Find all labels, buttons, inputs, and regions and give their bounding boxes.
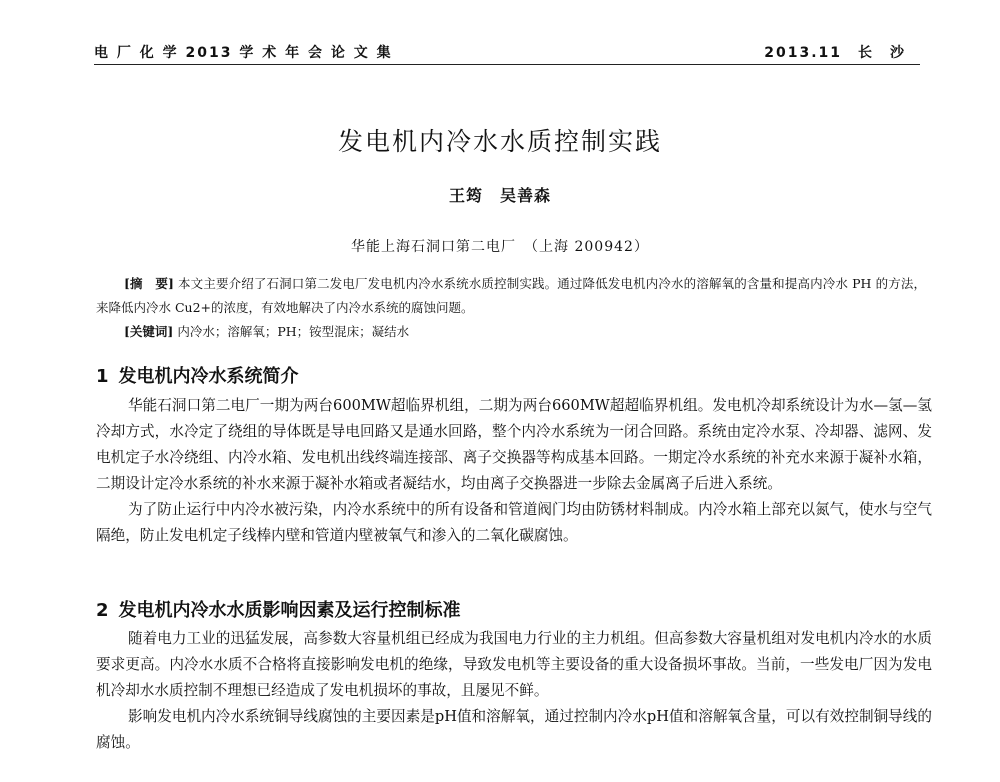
- abstract-paragraph: [96, 272, 926, 320]
- paper-title: 发电机内冷水水质控制实践: [337, 127, 662, 156]
- body-paragraph: 影响发电机内冷水系统铜导线腐蚀的主要因素是pH值和溶解氧，通过控制内冷水pH值和溶解氧含量，可以有效控制铜导线的腐蚀。: [96, 708, 932, 751]
- body-paragraph: 随着电力工业的迅猛发展，高参数大容量机组已经成为我国电力行业的主力机组。但高参数大容量机组对发电机内冷水的水质要求更高。内冷水水质不合格将直接影响发电机的绝缘，导致发电机等主要设备的重大设备损坏事故。当前，一些发电厂因为发电机冷却水水质控制不理想已经造成了发电机损坏的事故，且屡见不鲜。: [96, 630, 932, 699]
- section-number: 1: [96, 366, 109, 387]
- section-body-1: [96, 393, 932, 549]
- running-header: [94, 42, 920, 65]
- paper-affiliation: 华能上海石洞口第二电厂 （上海 200942）: [351, 239, 649, 255]
- keywords-text: 内冷水；溶解氧；PH；铵型混床；凝结水: [177, 324, 410, 339]
- keywords-paragraph: [96, 320, 926, 344]
- paper-authors: 王筠 吴善森: [448, 186, 551, 205]
- keywords-label: [关键词]: [124, 324, 174, 339]
- section-heading-2: [96, 596, 926, 622]
- section-title: 发电机内冷水水质影响因素及运行控制标准: [118, 600, 461, 621]
- header-proceedings-title: 电 厂 化 学 2013 学 术 年 会 论 文 集: [94, 45, 393, 61]
- header-date-location: 2013.11 长 沙: [764, 45, 906, 61]
- section-body-2: [96, 626, 932, 756]
- abstract-label: [摘 要]: [124, 276, 174, 291]
- body-paragraph: 为了防止运行中内冷水被污染，内冷水系统中的所有设备和管道阀门均由防锈材料制成。内冷水箱上部充以氮气，使水与空气隔绝，防止发电机定子线棒内壁和管道内壁被氧气和渗入的二氧化碳腐蚀。: [96, 501, 932, 544]
- body-paragraph: 华能石洞口第二电厂一期为两台600MW超临界机组，二期为两台660MW超超临界机组。发电机冷却系统设计为水—氢—氢冷却方式，水冷定了绕组的导体既是导电回路又是通水回路，整个内冷水系统为一闭合回路。系统由定冷水泵、冷却器、滤网、发电机定子水冷绕组、内冷水箱、发电机出线终端连接部、离子交换器等构成基本回路。一期定冷水系统的补充水来源于凝补水箱，二期设计定冷水系统的补水来源于凝补水箱或者凝结水，均由离子交换器进一步除去金属离子后进入系统。: [96, 397, 932, 492]
- section-heading-1: [96, 362, 926, 388]
- abstract-block: [96, 272, 926, 344]
- section-number: 2: [96, 600, 109, 621]
- abstract-text: 本文主要介绍了石洞口第二发电厂发电机内冷水系统水质控制实践。通过降低发电机内冷水的溶解氧的含量和提高内冷水 PH 的方法，来降低内冷水 Cu2+的浓度，有效地解决了内冷水系统的腐蚀问题。: [96, 276, 926, 315]
- section-title: 发电机内冷水系统简介: [118, 366, 299, 387]
